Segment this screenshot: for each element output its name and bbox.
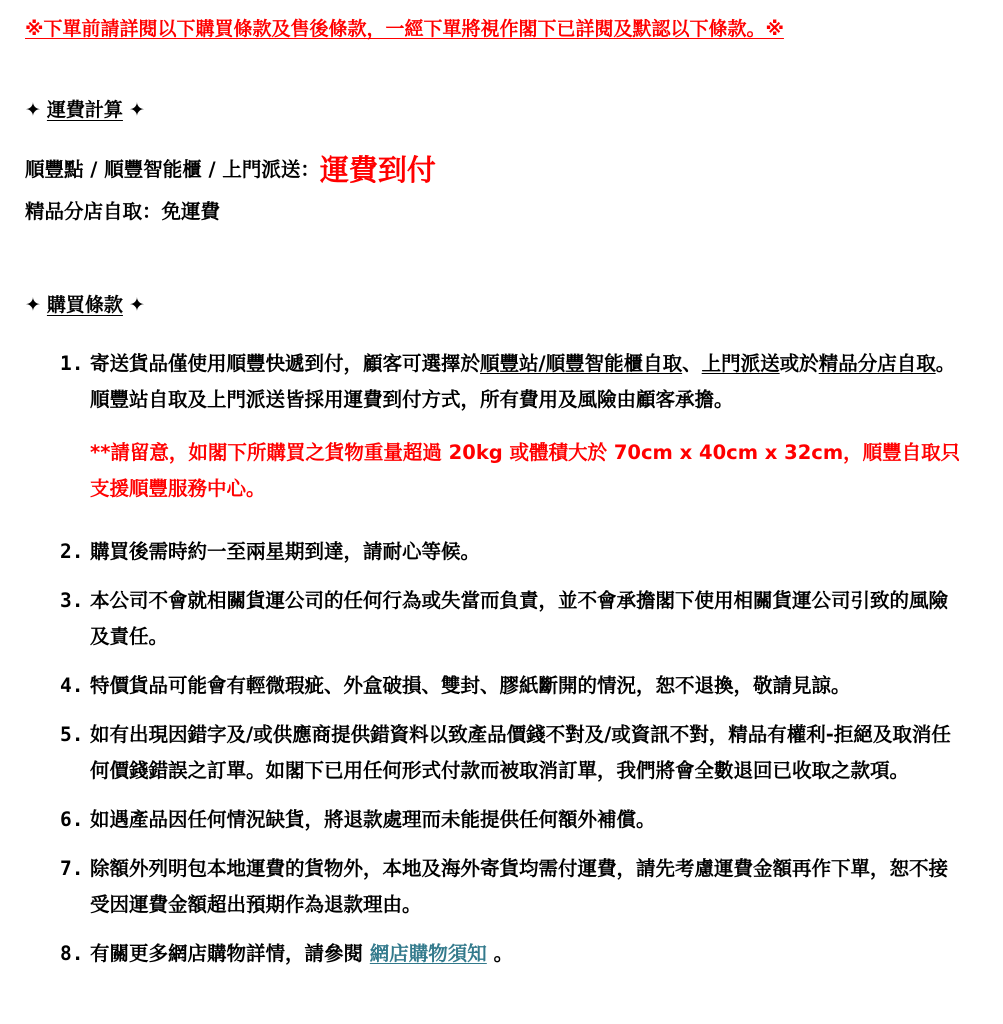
sf-delivery-label: 順豐點 / 順豐智能櫃 / 上門派送：: [25, 158, 320, 182]
weight-size-warning: **請留意，如閣下所購買之貨物重量超過 20kg 或體積大於 70cm x 40cm x 32cm，順豐自取只支援順豐服務中心。: [90, 440, 961, 500]
sf-pickup-underlined: 順豐站/順豐智能櫃自取: [480, 351, 683, 375]
freight-collect-value: 運費到付: [319, 152, 436, 187]
term-number: 4.: [60, 673, 84, 697]
sf-delivery-line: [25, 152, 967, 188]
term-1-paragraph: [90, 346, 967, 418]
term-text: 本公司不會就相關貨運公司的任何行為或失當而負責，並不會承擔閣下使用相關貨運公司引致的風險及責任。: [90, 588, 949, 648]
term-item-2: [60, 534, 967, 570]
term-number: 8.: [60, 942, 84, 966]
term-item-8: [60, 936, 967, 972]
term-text: 除額外列明包本地運費的貨物外，本地及海外寄貨均需付運費，請先考慮運費金額再作下單，恕不接受因運費金額超出預期作為退款理由。: [90, 857, 949, 917]
term-text: 購買後需時約一至兩星期到達，請耐心等候。: [90, 539, 481, 563]
term-number: 7.: [60, 857, 84, 881]
terms-section-heading: [25, 288, 967, 323]
term-item-4: [60, 668, 967, 704]
term-item-7: [60, 851, 967, 923]
shipping-section-heading: [25, 93, 967, 128]
term-number: 2.: [60, 539, 84, 563]
term-text: [90, 346, 967, 521]
diamond-icon: ✦: [25, 99, 41, 122]
term-1-seg: 。順豐站自取及上門派送皆採用運費到付方式，所有費用及風險由顧客承擔。: [90, 351, 956, 411]
shop-guide-link[interactable]: 網店購物須知: [369, 942, 487, 966]
term-text: 特價貨品可能會有輕微瑕疵、外盒破損、雙封、膠紙斷開的情況，恕不退換，敬請見諒。: [90, 673, 851, 697]
term-1-seg: 、: [682, 351, 702, 375]
term-item-3: [60, 583, 967, 655]
terms-heading-text: 購買條款: [46, 294, 123, 317]
shipping-heading-text: 運費計算: [46, 99, 123, 122]
store-pickup-underlined: 精品分店自取: [818, 351, 936, 375]
term-1-seg: 寄送貨品僅使用順豐快遞到付，顧客可選擇於: [90, 351, 481, 375]
term-item-1: [60, 346, 967, 521]
term-text: [90, 936, 967, 972]
term-number: 6.: [60, 808, 84, 832]
term-8-seg: 有關更多網店購物詳情，請參閱: [90, 942, 370, 966]
term-item-6: [60, 802, 967, 838]
pre-order-notice: ※下單前請詳閱以下購買條款及售後條款，一經下單將視作閣下已詳閱及默認以下條款。※: [25, 18, 784, 40]
term-number: 3.: [60, 588, 84, 612]
term-8-seg: 。: [486, 942, 514, 966]
terms-list: [25, 346, 967, 973]
term-1-seg: 或於: [779, 351, 819, 375]
term-number: 5.: [60, 723, 84, 747]
store-pickup-line: 精品分店自取：免運費: [25, 200, 221, 224]
term-number: 1.: [60, 351, 84, 375]
diamond-icon: ✦: [128, 99, 145, 122]
term-item-5: [60, 717, 967, 789]
term-text: 如有出現因錯字及/或供應商提供錯資料以致產品價錢不對及/或資訊不對，精品有權利-拒絕及取消任何價錢錯誤之訂單。如閣下已用任何形式付款而被取消訂單，我們將會全數退回已收取之款項。: [90, 723, 951, 783]
diamond-icon: ✦: [128, 294, 145, 317]
diamond-icon: ✦: [25, 294, 41, 317]
door-delivery-underlined: 上門派送: [701, 351, 780, 375]
term-text: 如遇產品因任何情況缺貨，將退款處理而未能提供任何額外補償。: [90, 808, 656, 832]
